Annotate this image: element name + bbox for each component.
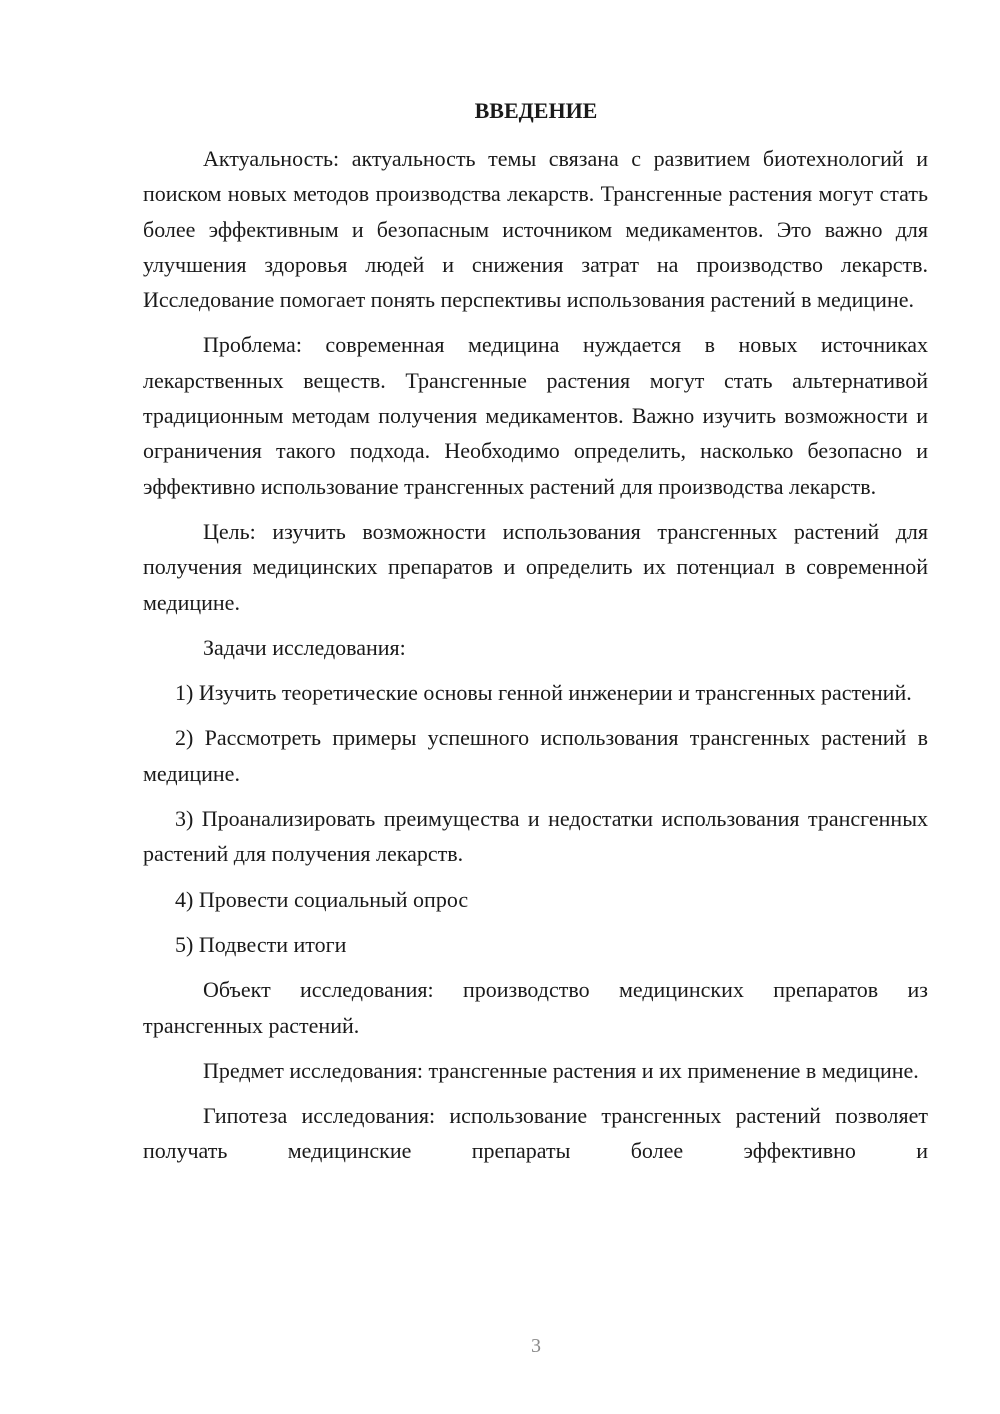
paragraph-hypothesis: Гипотеза исследования: использование трансгенных растений позволяет получать медицинские препараты более эффективно и [143,1103,928,1164]
task-item-3: 3) Проанализировать преимущества и недостатки использования трансгенных растений для получения лекарств. [143,806,928,867]
task-item-4: 4) Провести социальный опрос [175,886,469,912]
paragraph-object: Объект исследования: производство медицинских препаратов из трансгенных растений. [143,977,928,1038]
paragraph-relevance: Актуальность: актуальность темы связана с развитием биотехнологий и поиском новых методов производства лекарств. Трансгенные растения могут стать более эффективным и безопасным источником медикаментов. Это важно для улучшения здоровья людей и снижения затрат на производство лекарств. Исследование помогает понять перспективы использования растений в медицине. [143,146,928,313]
task-item-1: 1) Изучить теоретические основы генной инженерии и трансгенных растений. [175,680,912,706]
paragraph-goal: Цель: изучить возможности использования трансгенных растений для получения медицинских препаратов и определить их потенциал в современной медицине. [143,518,928,615]
task-item-2: 2) Рассмотреть примеры успешного использования трансгенных растений в медицине. [143,725,928,786]
paragraph-problem: Проблема: современная медицина нуждается в новых источниках лекарственных веществ. Трансгенные растения могут стать альтернативой традиционным методам получения медикаментов. Важно изучить возможности и ограничения такого подхода. Необходимо определить, насколько безопасно и эффективно использование трансгенных растений для производства лекарств. [143,332,928,499]
paragraph-subject: Предмет исследования: трансгенные растения и их применение в медицине. [203,1057,919,1083]
section-heading: ВВЕДЕНИЕ [474,98,598,123]
page-number: 3 [531,1335,541,1357]
task-item-5: 5) Подвести итоги [175,931,347,957]
paragraph-tasks-title: Задачи исследования: [203,634,406,660]
document-body [143,141,928,1169]
